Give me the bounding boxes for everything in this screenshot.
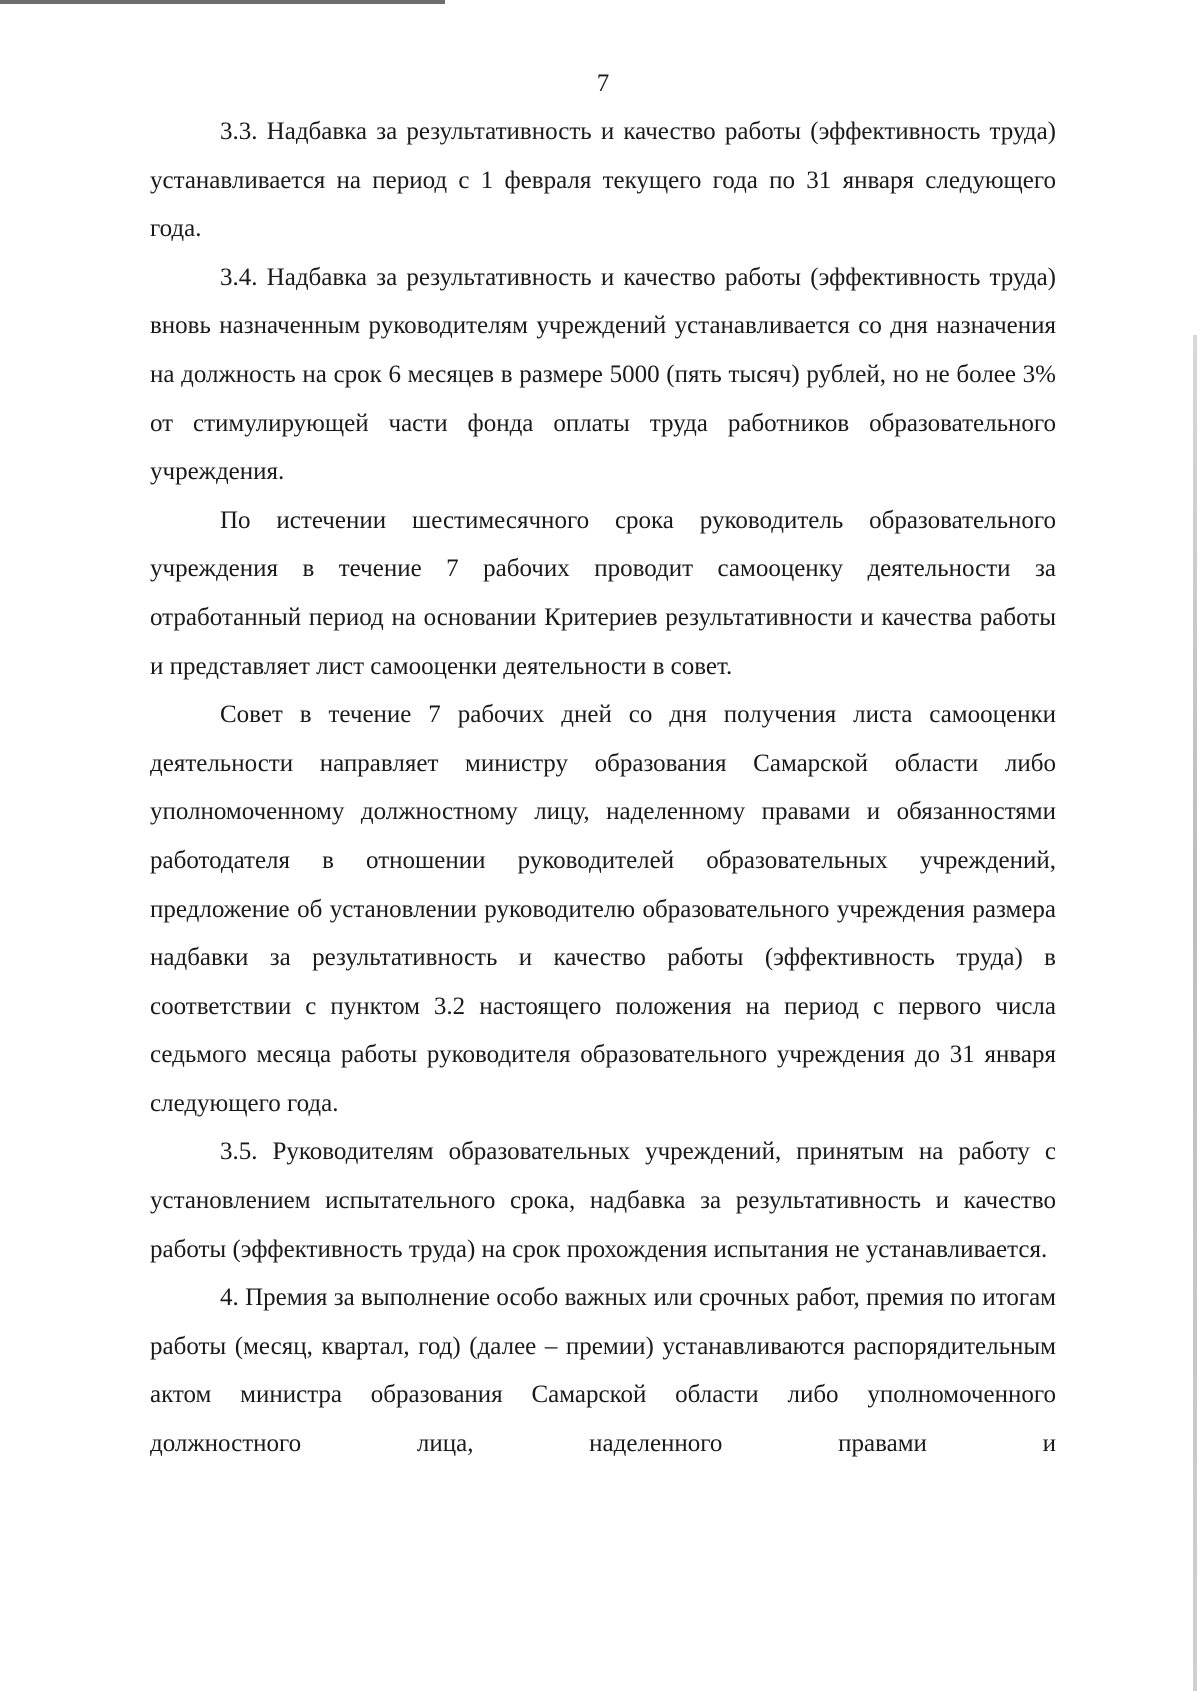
document-page: [150, 60, 1056, 1469]
scan-edge-top: [0, 0, 445, 4]
paragraph-self-assessment: По истечении шестимесячного срока руководитель образовательного учреждения в течение 7 рабочих проводит самооценку деятельности за отработанный период на основании Критериев результативности и качества работы и представляет лист самооценки деятельности в совет.: [150, 506, 1056, 680]
paragraph-3-4: 3.4. Надбавка за результативность и качество работы (эффективность труда) вновь назначенным руководителям учреждений устанавливается со дня назначения на должность на срок 6 месяцев в размере 5000 (пять тысяч) рублей, но не более 3% от стимулирующей части фонда оплаты труда работников образовательного учреждения.: [150, 263, 1056, 486]
scan-edge-right: [1193, 335, 1197, 1691]
paragraph-4: 4. Премия за выполнение особо важных или срочных работ, премия по итогам работы (месяц, квартал, год) (далее – премии) устанавливаются распорядительным актом министра образования Самарской области либо уполномоченного должностного лица, наделенного правами и: [150, 1284, 1056, 1458]
page-number: 7: [596, 70, 610, 97]
paragraph-council: Совет в течение 7 рабочих дней со дня получения листа самооценки деятельности направляет министру образования Самарской области либо уполномоченному должностному лицу, наделенному правами и обязанностями работодателя в отношении руководителей образовательных учреждений, предложение об установлении руководителю образовательного учреждения размера надбавки за результативность и качество работы (эффективность труда) в соответствии с пунктом 3.2 настоящего положения на период с первого числа седьмого месяца работы руководителя образовательного учреждения до 31 января следующего года.: [150, 701, 1056, 1117]
paragraph-3-5: 3.5. Руководителям образовательных учреждений, принятым на работу с установлением испытательного срока, надбавка за результативность и качество работы (эффективность труда) на срок прохождения испытания не устанавливается.: [150, 1138, 1056, 1263]
paragraph-3-3: 3.3. Надбавка за результативность и качество работы (эффективность труда) устанавливается на период с 1 февраля текущего года по 31 января следующего года.: [150, 118, 1056, 243]
